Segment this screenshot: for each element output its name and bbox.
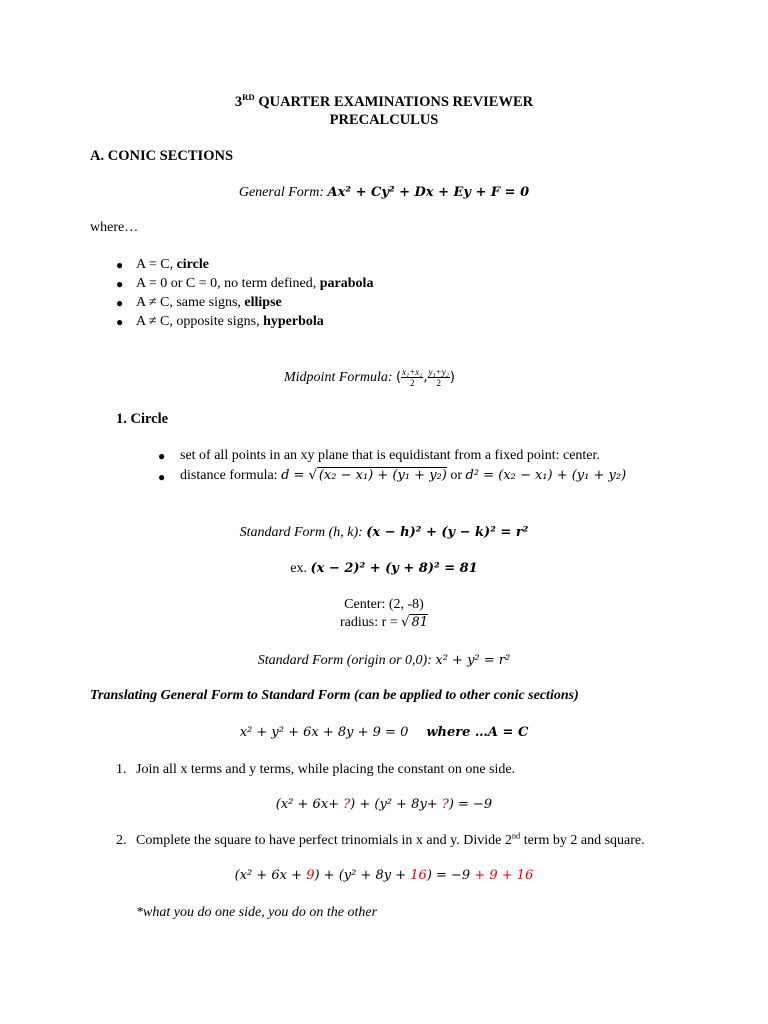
general-form: [0, 185, 768, 201]
list-item: A ≠ C, same signs, ellipse: [136, 295, 282, 310]
general-form-equation: Ax² + Cy² + Dx + Ey + F = 0: [327, 185, 530, 200]
title-superscript: RD: [242, 92, 255, 103]
midpoint-fraction-x: $\frac{\text{x₁+x₂}}{2}$: [402, 367, 423, 389]
distance-formula: distance formula: d = √ (x₂ − x₁) + (y₁ + y₂) or d² = (x₂ − x₁) + (y₁ + y₂): [180, 468, 627, 483]
document-subtitle: PRECALCULUS: [329, 112, 439, 128]
bullet-icon: ●: [116, 258, 124, 272]
title-number: 3: [234, 94, 243, 110]
list-item: A = 0 or C = 0, no term defined, parabola: [136, 276, 374, 291]
standard-form-label: Standard Form (h, k):: [239, 525, 367, 540]
section-heading-circle: 1. Circle: [116, 411, 169, 427]
standard-form-equation: (x − h)² + (y − k)² = r²: [366, 525, 529, 540]
general-form-label: General Form:: [238, 185, 328, 200]
step-2-number: 2.: [116, 833, 127, 848]
list-item: A ≠ C, opposite signs, hyperbola: [136, 314, 324, 329]
midpoint-label: Midpoint Formula:: [284, 370, 396, 385]
origin-equation: x² + y² = r²: [435, 653, 511, 668]
title-text: QUARTER EXAMINATIONS REVIEWER: [254, 94, 534, 110]
document-title: [0, 94, 768, 111]
step-2-text: Complete the square to have perfect trinomials in x and y. Divide 2nd term by 2 and square.: [136, 831, 645, 848]
note-text: *what you do one side, you do on the other: [136, 905, 378, 920]
circle-radius: radius: r = √ 81: [339, 615, 428, 630]
list-item: A = C, circle: [136, 257, 209, 272]
distance-radicand: (x₂ − x₁) + (y₁ + y₂): [318, 468, 447, 483]
bullet-icon: ●: [158, 449, 166, 463]
step-2-equation: (x² + 6x + 9) + (y² + 8y + 16) = −9 + 9 + 16: [234, 868, 534, 883]
standard-form-origin: Standard Form (origin or 0,0): x² + y² = r²: [257, 653, 511, 668]
midpoint-fraction-y: $\frac{\text{y₁+y₂}}{2}$: [428, 367, 449, 389]
distance-formula-label: distance formula:: [180, 468, 282, 483]
bullet-icon: ●: [158, 470, 166, 484]
step-1-text: Join all x terms and y terms, while placing the constant on one side.: [136, 762, 516, 777]
step-1-number: 1.: [116, 762, 127, 777]
example-equation: (x − 2)² + (y + 8)² = 81: [310, 561, 478, 576]
circle-example: ex. (x − 2)² + (y + 8)² = 81: [290, 561, 478, 576]
where-text: where…: [90, 220, 139, 235]
bullet-icon: ●: [116, 296, 124, 310]
translating-equation: x² + y² + 6x + 8y + 9 = 0 where …A = C: [239, 725, 529, 740]
midpoint-formula: Midpoint Formula: ( $\frac{\text{x₁+x₂}}{2}$ , $\frac{\text{y₁+y₂}}{2}$ ): [284, 367, 455, 389]
translating-heading: Translating General Form to Standard Form (can be applied to other conic sections): [90, 688, 579, 703]
section-heading-conic: A. CONIC SECTIONS: [90, 148, 234, 164]
circle-definition: set of all points in an xy plane that is equidistant from a fixed point: center.: [180, 448, 600, 463]
bullet-icon: ●: [116, 315, 124, 329]
distance-squared-formula: d² = (x₂ − x₁) + (y₁ + y₂): [465, 468, 627, 483]
circle-center: Center: (2, -8): [344, 597, 424, 612]
standard-form-hk: [0, 525, 768, 541]
bullet-icon: ●: [116, 277, 124, 291]
step-1-equation: (x² + 6x+ ?) + (y² + 8y+ ?) = −9: [275, 797, 493, 812]
